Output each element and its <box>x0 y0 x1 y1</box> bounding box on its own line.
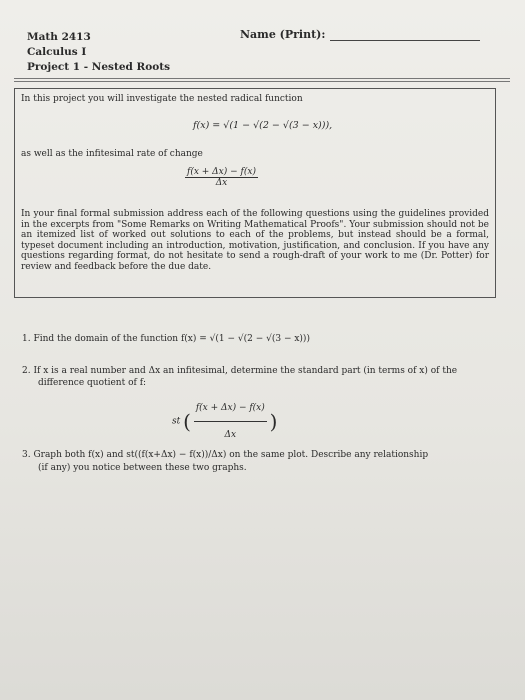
quotient-denominator: Δx <box>224 430 237 440</box>
instructions-paragraph: In your final formal submission address each of the following questions using the guidelines provided in the excerpts from "Some Remarks on Writing Mathematical Proofs". Your submission should not be an itemized list of worked out solutions to each of the problems, but instead should be a formal, typeset document including an introduction, motivation, justification, and conclusion. If you have any questions regarding format, do not hesitate to send a rough-draft of your work to me (Dr. Potter) for review and feedback before the due date. <box>21 209 489 272</box>
question-2-line-1: 2. If x is a real number and Δx an infitesimal, determine the standard part (in terms of x) of the <box>22 366 458 376</box>
course-header <box>27 30 170 75</box>
intro-box <box>14 88 496 298</box>
intro-line: In this project you will investigate the nested radical function <box>21 94 303 104</box>
quotient-numerator: f(x + Δx) − f(x) <box>194 395 267 422</box>
question-1: 1. Find the domain of the function f(x) = √(1 − √(2 − √(3 − x))) <box>22 334 310 344</box>
right-paren: ) <box>269 409 278 434</box>
left-paren: ( <box>183 409 191 434</box>
standard-part-expression <box>172 395 277 448</box>
header-divider-2 <box>14 81 510 82</box>
question-3-line-2: (if any) you notice between these two graphs. <box>38 463 247 473</box>
rate-denominator: Δx <box>215 178 228 188</box>
course-subject: Calculus I <box>27 46 87 58</box>
name-label: Name (Print): <box>240 28 326 41</box>
project-title: Project 1 - Nested Roots <box>27 61 170 73</box>
standard-part-operator: st <box>172 416 181 427</box>
rate-intro-line: as well as the infitesimal rate of change <box>21 149 203 159</box>
header-divider <box>14 78 510 79</box>
name-blank-line[interactable] <box>330 40 480 41</box>
question-3-line-1: 3. Graph both f(x) and st((f(x+Δx) − f(x))/Δx) on the same plot. Describe any relationship <box>22 450 429 460</box>
question-2-line-2: difference quotient of f: <box>38 378 147 388</box>
rate-of-change-fraction <box>185 167 258 188</box>
course-number: Math 2413 <box>27 31 91 43</box>
function-definition: f(x) = √(1 − √(2 − √(3 − x))), <box>193 120 333 131</box>
rate-numerator: f(x + Δx) − f(x) <box>187 167 256 177</box>
